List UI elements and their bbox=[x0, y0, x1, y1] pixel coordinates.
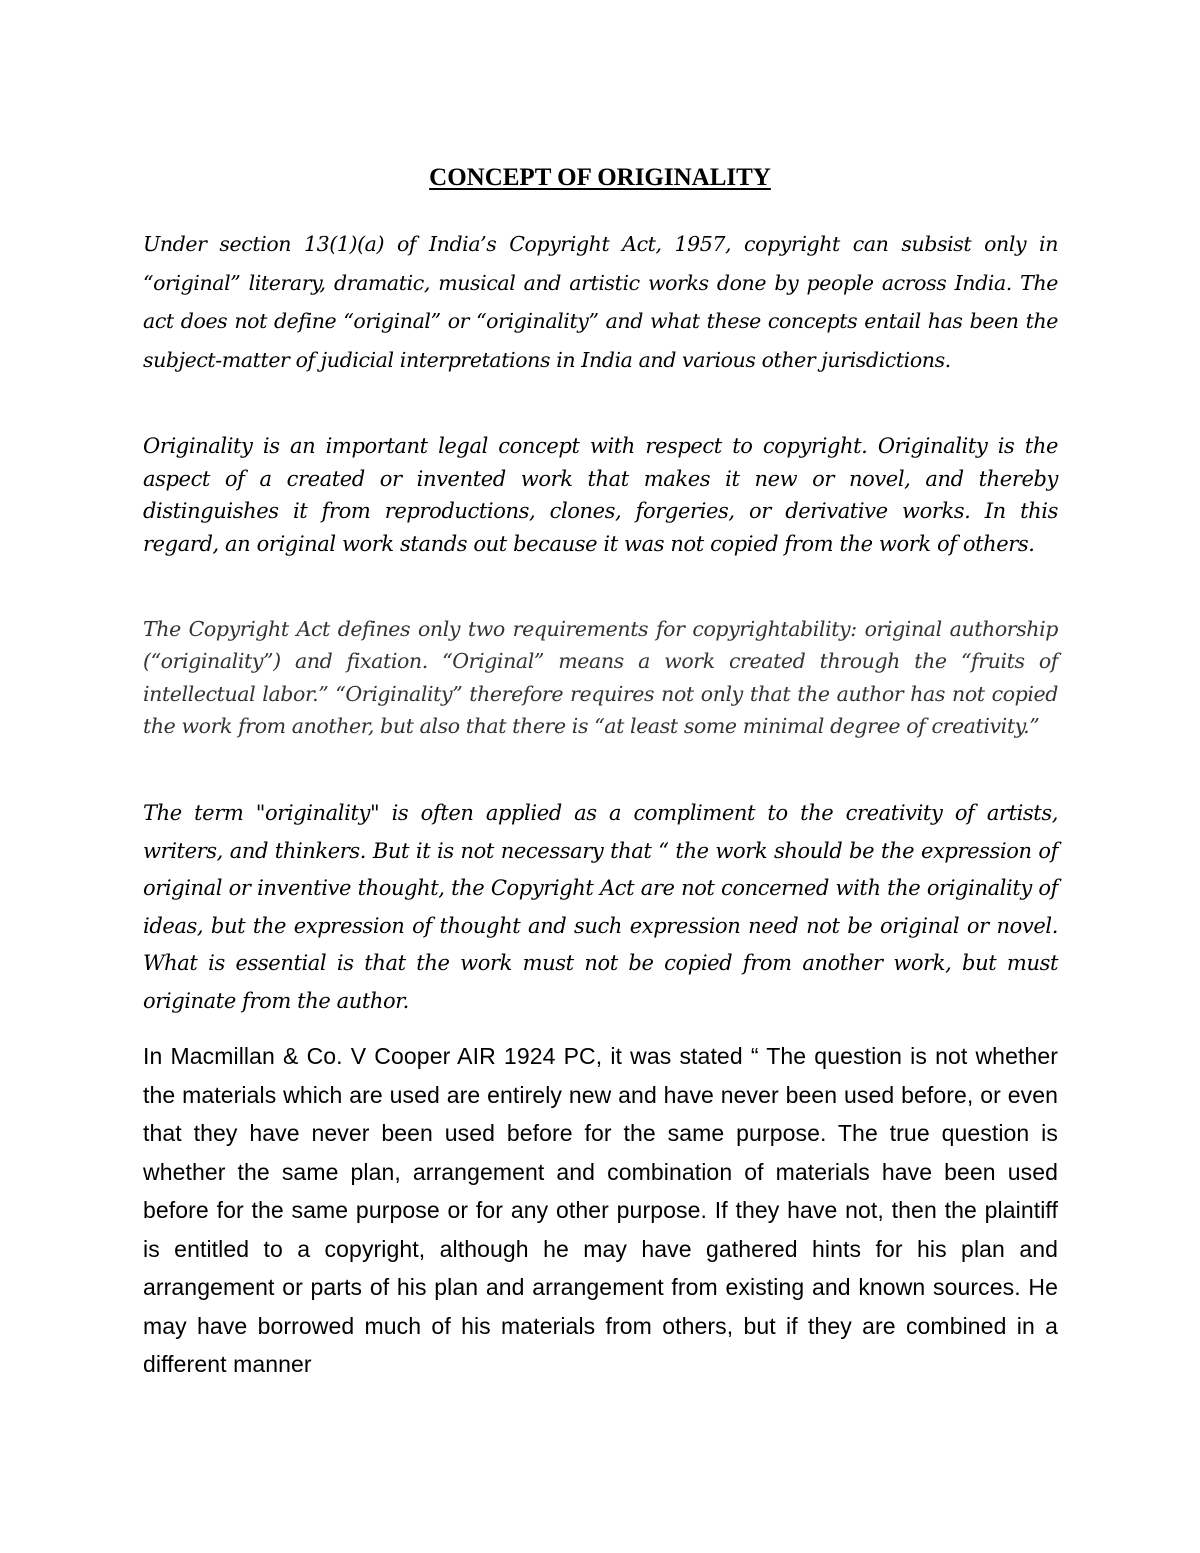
paragraph-term-originality: The term "originality" is often applied as a compliment to the creativity of artists, writers, and thinkers. But it is not necessary that “ the work should be the expression of original or inventive thought, the Copyright Act are not concerned with the originality of ideas, but the expression of thought and such expression need not be original or novel. What is essential is that the work must not be copied from another work, but must originate from the author. bbox=[143, 801, 1058, 1013]
paragraph-copyright-requirements: The Copyright Act defines only two requirements for copyrightability: original authorship (“originality”) and fixation. “Original” means a work created through the “fruits of intellectual labor.” “Originality” therefore requires not only that the author has not copied the work from another, but also that there is “at least some minimal degree of creativity.” bbox=[143, 617, 1058, 739]
page-title: CONCEPT OF ORIGINALITY bbox=[429, 164, 771, 191]
paragraph-section-13: Under section 13(1)(a) of India’s Copyright Act, 1957, copyright can subsist only in “original” literary, dramatic, musical and artistic works done by people across India. The act does not define “original” or “originality” and what these concepts entail has been the subject-matter of judicial interpretations in India and various other jurisdictions. bbox=[143, 232, 1058, 372]
paragraph-macmillan-case: In Macmillan & Co. V Cooper AIR 1924 PC, it was stated “ The question is not whether the materials which are used are entirely new and have never been used before, or even that they have never been used before for the same purpose. The true question is whether the same plan, arrangement and combination of materials have been used before for the same purpose or for any other purpose. If they have not, then the plaintiff is entitled to a copyright, although he may have gathered hints for his plan and arrangement or parts of his plan and arrangement from existing and known sources. He may have borrowed much of his materials from others, but if they are combined in a different manner bbox=[143, 1043, 1058, 1377]
paragraph-originality-concept: Originality is an important legal concept with respect to copyright. Originality is the aspect of a created or invented work that makes it new or novel, and thereby distinguishes it from reproductions, clones, forgeries, or derivative works. In this regard, an original work stands out because it was not copied from the work of others. bbox=[143, 434, 1058, 556]
